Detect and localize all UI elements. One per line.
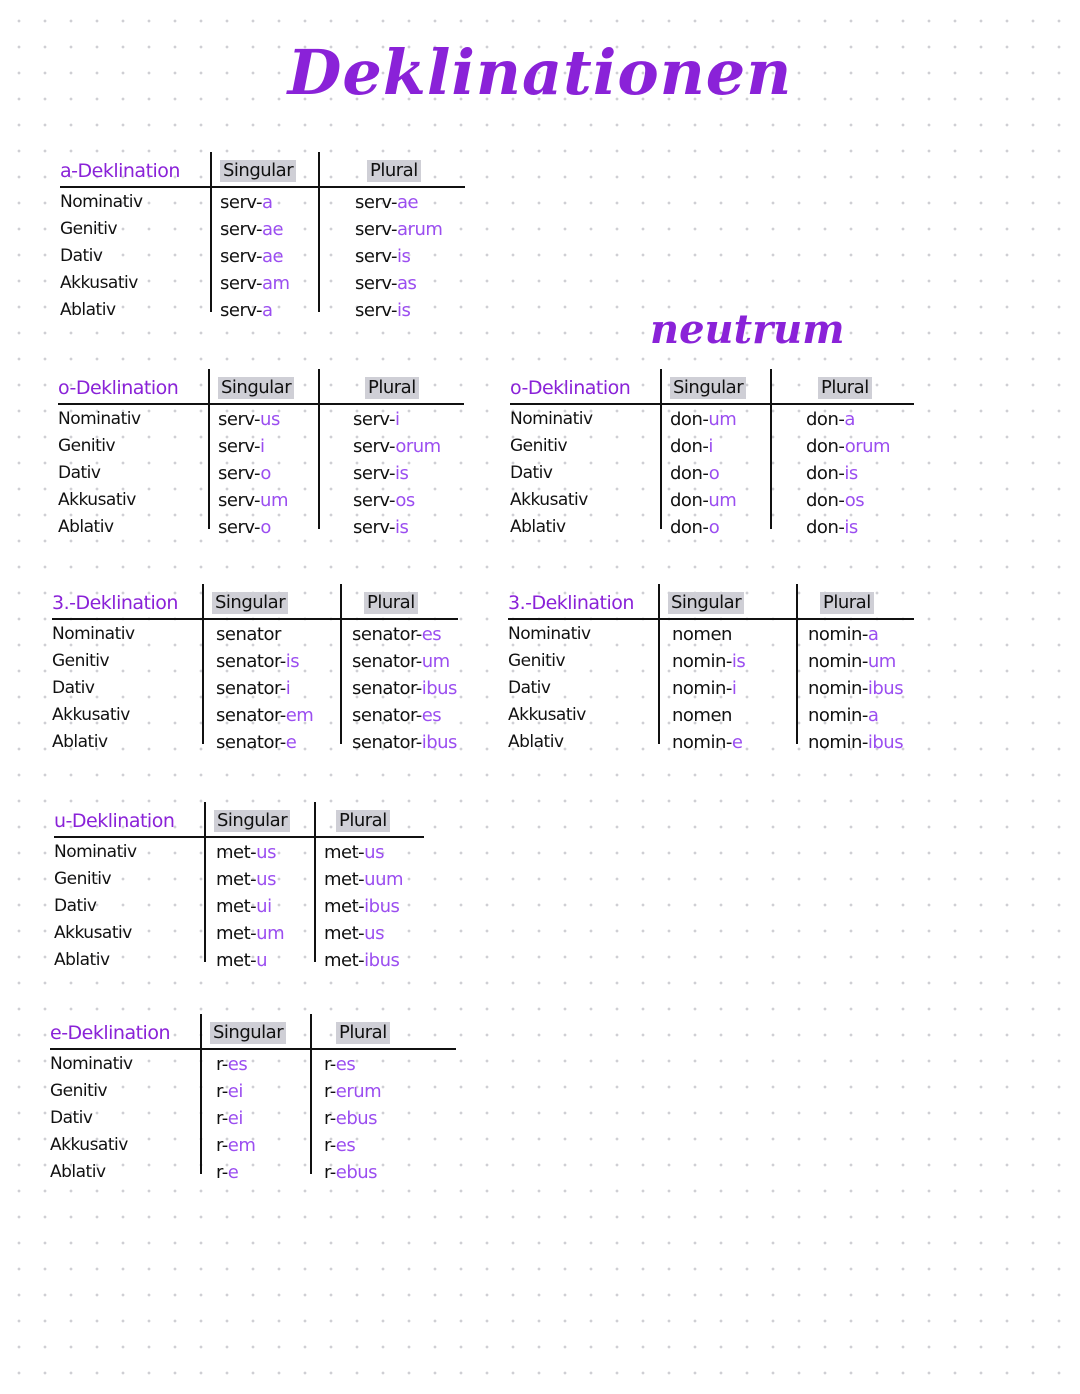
form-ending: um bbox=[256, 923, 285, 944]
form-stem: serv- bbox=[355, 246, 398, 267]
form-stem: nomin- bbox=[808, 705, 868, 726]
column-divider bbox=[770, 369, 772, 529]
form-stem: r- bbox=[324, 1054, 336, 1075]
form-stem: nomen bbox=[672, 705, 732, 726]
plural-form bbox=[324, 1081, 381, 1102]
case-label: Akkusativ bbox=[54, 923, 132, 943]
form-ending: es bbox=[421, 705, 442, 726]
declension-table bbox=[54, 810, 434, 972]
singular-form bbox=[220, 246, 283, 267]
form-stem: nomin- bbox=[808, 651, 868, 672]
form-stem: r- bbox=[324, 1081, 336, 1102]
form-ending: o bbox=[260, 463, 271, 484]
plural-form bbox=[806, 409, 855, 430]
case-label: Ablativ bbox=[50, 1162, 106, 1182]
declension-name: a-Deklination bbox=[60, 160, 180, 182]
singular-form bbox=[670, 409, 736, 430]
form-ending: us bbox=[256, 842, 276, 863]
plural-header: Plural bbox=[364, 592, 418, 614]
form-stem: don- bbox=[670, 517, 709, 538]
singular-form bbox=[670, 463, 719, 484]
form-ending: os bbox=[844, 490, 865, 511]
form-stem: r- bbox=[324, 1108, 336, 1129]
form-stem: serv- bbox=[353, 436, 396, 457]
form-stem: met- bbox=[216, 842, 257, 863]
case-label: Genitiv bbox=[510, 436, 568, 456]
plural-form bbox=[808, 624, 878, 645]
case-label: Ablativ bbox=[508, 732, 564, 752]
plural-form bbox=[355, 273, 416, 294]
form-ending: e bbox=[731, 732, 743, 753]
form-stem: senator- bbox=[216, 732, 286, 753]
plural-form bbox=[352, 651, 450, 672]
singular-form bbox=[218, 436, 265, 457]
header-rule bbox=[52, 618, 458, 620]
singular-form bbox=[216, 678, 290, 699]
case-label: Ablativ bbox=[58, 517, 114, 537]
declension-name: u-Deklination bbox=[54, 810, 175, 832]
case-label: Akkusativ bbox=[58, 490, 136, 510]
plural-form bbox=[808, 651, 896, 672]
case-label: Nominativ bbox=[54, 842, 137, 862]
form-ending: a bbox=[867, 705, 879, 726]
column-divider bbox=[208, 369, 210, 529]
form-ending: es bbox=[335, 1135, 356, 1156]
form-ending: us bbox=[256, 869, 276, 890]
case-label: Genitiv bbox=[58, 436, 116, 456]
form-ending: ibus bbox=[421, 732, 457, 753]
case-label: Nominativ bbox=[50, 1054, 133, 1074]
singular-form bbox=[220, 273, 290, 294]
declension-table bbox=[508, 592, 924, 754]
singular-form bbox=[220, 192, 273, 213]
case-label: Nominativ bbox=[510, 409, 593, 429]
plural-header: Plural bbox=[367, 160, 421, 182]
singular-form bbox=[216, 896, 272, 917]
form-ending: orum bbox=[844, 436, 891, 457]
singular-form bbox=[672, 732, 742, 753]
case-label: Akkusativ bbox=[508, 705, 586, 725]
plural-form bbox=[353, 490, 415, 511]
form-ending: is bbox=[395, 463, 409, 484]
column-divider bbox=[660, 369, 662, 529]
singular-header: Singular bbox=[670, 377, 746, 399]
form-stem: nomen bbox=[672, 624, 732, 645]
case-label: Dativ bbox=[510, 463, 553, 483]
singular-form bbox=[216, 1054, 247, 1075]
form-stem: serv- bbox=[353, 517, 396, 538]
form-stem: serv- bbox=[218, 517, 261, 538]
singular-form bbox=[216, 1135, 255, 1156]
case-label: Akkusativ bbox=[60, 273, 138, 293]
plural-header: Plural bbox=[336, 1022, 390, 1044]
form-ending: ibus bbox=[364, 950, 400, 971]
singular-form bbox=[216, 624, 281, 645]
plural-form bbox=[355, 219, 442, 240]
singular-header: Singular bbox=[218, 377, 294, 399]
form-stem: serv- bbox=[218, 409, 261, 430]
form-ending: ibus bbox=[364, 896, 400, 917]
form-stem: nomin- bbox=[672, 651, 732, 672]
case-label: Dativ bbox=[508, 678, 551, 698]
declension-name: o-Deklination bbox=[58, 377, 179, 399]
declension-name: 3.-Deklination bbox=[508, 592, 634, 614]
form-stem: serv- bbox=[220, 219, 263, 240]
declension-table bbox=[52, 592, 468, 754]
form-ending: em bbox=[227, 1135, 256, 1156]
plural-form bbox=[352, 705, 441, 726]
singular-form bbox=[218, 409, 280, 430]
case-label: Dativ bbox=[60, 246, 103, 266]
form-stem: serv- bbox=[218, 436, 261, 457]
singular-form bbox=[216, 705, 313, 726]
form-ending: is bbox=[397, 246, 411, 267]
plural-form bbox=[806, 490, 864, 511]
plural-form bbox=[353, 463, 408, 484]
form-ending: es bbox=[335, 1054, 356, 1075]
singular-form bbox=[218, 517, 271, 538]
form-ending: o bbox=[708, 517, 720, 538]
singular-form bbox=[670, 517, 719, 538]
form-ending: is bbox=[844, 517, 858, 538]
column-divider bbox=[796, 584, 798, 744]
form-ending: i bbox=[285, 678, 291, 699]
case-label: Genitiv bbox=[60, 219, 118, 239]
form-ending: ibus bbox=[867, 678, 904, 699]
form-ending: orum bbox=[395, 436, 441, 457]
form-stem: nomin- bbox=[808, 678, 868, 699]
singular-form bbox=[216, 732, 296, 753]
form-ending: es bbox=[421, 624, 442, 645]
singular-form bbox=[670, 436, 713, 457]
form-ending: is bbox=[844, 463, 858, 484]
form-ending: um bbox=[708, 409, 737, 430]
declension-table bbox=[60, 160, 475, 322]
form-stem: serv- bbox=[355, 300, 398, 321]
column-divider bbox=[314, 802, 316, 962]
form-stem: senator- bbox=[352, 705, 422, 726]
form-stem: serv- bbox=[355, 219, 398, 240]
plural-form bbox=[324, 1135, 355, 1156]
form-ending: um bbox=[421, 651, 450, 672]
form-stem: don- bbox=[670, 463, 709, 484]
header-rule bbox=[60, 186, 465, 188]
form-ending: is bbox=[395, 517, 409, 538]
form-stem: senator- bbox=[216, 651, 286, 672]
form-ending: a bbox=[844, 409, 855, 430]
form-stem: serv- bbox=[218, 463, 261, 484]
singular-form bbox=[218, 490, 288, 511]
form-stem: r- bbox=[216, 1108, 228, 1129]
form-stem: don- bbox=[670, 436, 709, 457]
form-stem: nomin- bbox=[808, 732, 868, 753]
form-ending: ui bbox=[256, 896, 272, 917]
declension-name: o-Deklination bbox=[510, 377, 631, 399]
form-ending: es bbox=[227, 1054, 248, 1075]
form-stem: met- bbox=[324, 869, 365, 890]
form-ending: o bbox=[260, 517, 271, 538]
plural-form bbox=[353, 517, 408, 538]
form-ending: is bbox=[397, 300, 411, 321]
form-ending: us bbox=[260, 409, 280, 430]
plural-form bbox=[808, 678, 903, 699]
form-ending: a bbox=[262, 300, 273, 321]
form-ending: ei bbox=[227, 1081, 243, 1102]
plural-form bbox=[808, 732, 903, 753]
form-stem: don- bbox=[806, 490, 845, 511]
form-stem: r- bbox=[324, 1135, 336, 1156]
header-rule bbox=[510, 403, 914, 405]
case-label: Nominativ bbox=[60, 192, 143, 212]
form-stem: serv- bbox=[353, 463, 396, 484]
form-stem: r- bbox=[216, 1081, 228, 1102]
form-ending: u bbox=[256, 950, 268, 971]
plural-form bbox=[324, 1108, 377, 1129]
form-stem: serv- bbox=[220, 273, 263, 294]
form-ending: ei bbox=[227, 1108, 243, 1129]
plural-form bbox=[324, 1054, 355, 1075]
declension-table bbox=[510, 377, 924, 539]
singular-header: Singular bbox=[668, 592, 744, 614]
column-divider bbox=[210, 152, 212, 312]
form-ending: i bbox=[731, 678, 737, 699]
plural-form bbox=[352, 678, 457, 699]
form-stem: senator bbox=[216, 624, 281, 645]
column-divider bbox=[310, 1014, 312, 1174]
case-label: Dativ bbox=[52, 678, 95, 698]
form-stem: serv- bbox=[353, 490, 396, 511]
form-ending: ibus bbox=[867, 732, 904, 753]
form-ending: em bbox=[285, 705, 314, 726]
column-divider bbox=[202, 584, 204, 744]
form-ending: ae bbox=[262, 219, 284, 240]
form-stem: don- bbox=[806, 436, 845, 457]
declension-table bbox=[50, 1022, 466, 1184]
form-ending: e bbox=[227, 1162, 239, 1183]
form-ending: um bbox=[708, 490, 737, 511]
case-label: Genitiv bbox=[50, 1081, 108, 1101]
form-stem: don- bbox=[806, 409, 845, 430]
form-stem: met- bbox=[216, 869, 257, 890]
plural-form bbox=[806, 436, 890, 457]
form-stem: don- bbox=[806, 463, 845, 484]
plural-form bbox=[355, 300, 410, 321]
plural-form bbox=[352, 624, 441, 645]
column-divider bbox=[200, 1014, 202, 1174]
form-stem: nomin- bbox=[672, 678, 732, 699]
column-divider bbox=[318, 369, 320, 529]
form-ending: us bbox=[364, 923, 384, 944]
form-stem: r- bbox=[216, 1054, 228, 1075]
singular-form bbox=[220, 219, 283, 240]
form-ending: os bbox=[395, 490, 415, 511]
form-ending: ae bbox=[397, 192, 419, 213]
declension-name: e-Deklination bbox=[50, 1022, 171, 1044]
case-label: Dativ bbox=[58, 463, 101, 483]
form-stem: met- bbox=[216, 923, 257, 944]
plural-form bbox=[355, 246, 410, 267]
singular-form bbox=[216, 1162, 238, 1183]
form-stem: serv- bbox=[218, 490, 261, 511]
form-stem: r- bbox=[216, 1135, 228, 1156]
form-ending: erum bbox=[335, 1081, 382, 1102]
singular-form bbox=[216, 869, 276, 890]
form-stem: serv- bbox=[353, 409, 396, 430]
form-stem: met- bbox=[216, 896, 257, 917]
singular-header: Singular bbox=[214, 810, 290, 832]
form-ending: as bbox=[397, 273, 417, 294]
case-label: Genitiv bbox=[54, 869, 112, 889]
case-label: Dativ bbox=[54, 896, 97, 916]
plural-header: Plural bbox=[818, 377, 872, 399]
page-title: Deklinationen bbox=[287, 36, 793, 109]
form-stem: senator- bbox=[352, 732, 422, 753]
declension-table bbox=[58, 377, 474, 539]
case-label: Nominativ bbox=[58, 409, 141, 429]
plural-form bbox=[355, 192, 418, 213]
plural-header: Plural bbox=[365, 377, 419, 399]
plural-form bbox=[353, 409, 400, 430]
case-label: Nominativ bbox=[508, 624, 591, 644]
form-stem: met- bbox=[216, 950, 257, 971]
case-label: Akkusativ bbox=[510, 490, 588, 510]
form-ending: uum bbox=[364, 869, 404, 890]
header-rule bbox=[58, 403, 464, 405]
form-ending: a bbox=[867, 624, 879, 645]
singular-form bbox=[672, 651, 745, 672]
form-ending: a bbox=[262, 192, 273, 213]
case-label: Dativ bbox=[50, 1108, 93, 1128]
singular-form bbox=[216, 842, 276, 863]
header-rule bbox=[508, 618, 914, 620]
plural-header: Plural bbox=[336, 810, 390, 832]
plural-form bbox=[324, 950, 399, 971]
singular-form bbox=[672, 705, 732, 726]
form-ending: ibus bbox=[421, 678, 457, 699]
column-divider bbox=[658, 584, 660, 744]
form-stem: met- bbox=[324, 950, 365, 971]
form-stem: nomin- bbox=[808, 624, 868, 645]
singular-form bbox=[670, 490, 736, 511]
singular-header: Singular bbox=[212, 592, 288, 614]
form-ending: is bbox=[285, 651, 300, 672]
case-label: Akkusativ bbox=[52, 705, 130, 725]
form-stem: serv- bbox=[355, 192, 398, 213]
plural-form bbox=[352, 732, 457, 753]
form-stem: serv- bbox=[220, 246, 263, 267]
form-stem: senator- bbox=[352, 651, 422, 672]
singular-form bbox=[216, 651, 299, 672]
form-ending: am bbox=[262, 273, 290, 294]
singular-form bbox=[672, 624, 732, 645]
form-ending: um bbox=[867, 651, 896, 672]
form-stem: met- bbox=[324, 842, 365, 863]
singular-form bbox=[216, 950, 267, 971]
case-label: Akkusativ bbox=[50, 1135, 128, 1155]
form-ending: e bbox=[285, 732, 297, 753]
plural-form bbox=[353, 436, 441, 457]
form-ending: i bbox=[260, 436, 265, 457]
form-stem: r- bbox=[324, 1162, 336, 1183]
form-stem: senator- bbox=[216, 678, 286, 699]
case-label: Ablativ bbox=[52, 732, 108, 752]
plural-form bbox=[324, 1162, 377, 1183]
form-stem: senator- bbox=[352, 624, 422, 645]
singular-form bbox=[218, 463, 271, 484]
neutrum-label: neutrum bbox=[650, 306, 845, 353]
form-stem: met- bbox=[324, 923, 365, 944]
plural-form bbox=[806, 517, 858, 538]
form-ending: ebus bbox=[335, 1108, 378, 1129]
form-stem: serv- bbox=[220, 192, 263, 213]
plural-form bbox=[324, 923, 384, 944]
singular-form bbox=[220, 300, 273, 321]
form-stem: don- bbox=[670, 409, 709, 430]
case-label: Genitiv bbox=[508, 651, 566, 671]
case-label: Ablativ bbox=[54, 950, 110, 970]
form-ending: o bbox=[708, 463, 720, 484]
declension-name: 3.-Deklination bbox=[52, 592, 178, 614]
form-stem: senator- bbox=[216, 705, 286, 726]
singular-header: Singular bbox=[220, 160, 296, 182]
singular-header: Singular bbox=[210, 1022, 286, 1044]
form-stem: serv- bbox=[220, 300, 263, 321]
plural-form bbox=[806, 463, 858, 484]
column-divider bbox=[204, 802, 206, 962]
plural-form bbox=[324, 842, 384, 863]
header-rule bbox=[54, 836, 424, 838]
plural-form bbox=[324, 896, 399, 917]
plural-form bbox=[808, 705, 878, 726]
form-stem: serv- bbox=[355, 273, 398, 294]
form-stem: met- bbox=[324, 896, 365, 917]
form-stem: don- bbox=[670, 490, 709, 511]
column-divider bbox=[340, 584, 342, 744]
form-stem: senator- bbox=[352, 678, 422, 699]
form-ending: us bbox=[364, 842, 384, 863]
singular-form bbox=[216, 1108, 243, 1129]
case-label: Nominativ bbox=[52, 624, 135, 644]
plural-header: Plural bbox=[820, 592, 874, 614]
form-ending: um bbox=[260, 490, 288, 511]
form-ending: i bbox=[395, 409, 400, 430]
singular-form bbox=[216, 1081, 243, 1102]
singular-form bbox=[672, 678, 736, 699]
case-label: Ablativ bbox=[60, 300, 116, 320]
form-stem: don- bbox=[806, 517, 845, 538]
form-ending: arum bbox=[397, 219, 443, 240]
form-ending: ae bbox=[262, 246, 284, 267]
form-stem: nomin- bbox=[672, 732, 732, 753]
plural-form bbox=[324, 869, 403, 890]
form-ending: i bbox=[708, 436, 713, 457]
case-label: Ablativ bbox=[510, 517, 566, 537]
header-rule bbox=[50, 1048, 456, 1050]
singular-form bbox=[216, 923, 284, 944]
column-divider bbox=[318, 152, 320, 312]
form-ending: is bbox=[731, 651, 746, 672]
case-label: Genitiv bbox=[52, 651, 110, 671]
form-stem: r- bbox=[216, 1162, 228, 1183]
form-ending: ebus bbox=[335, 1162, 378, 1183]
